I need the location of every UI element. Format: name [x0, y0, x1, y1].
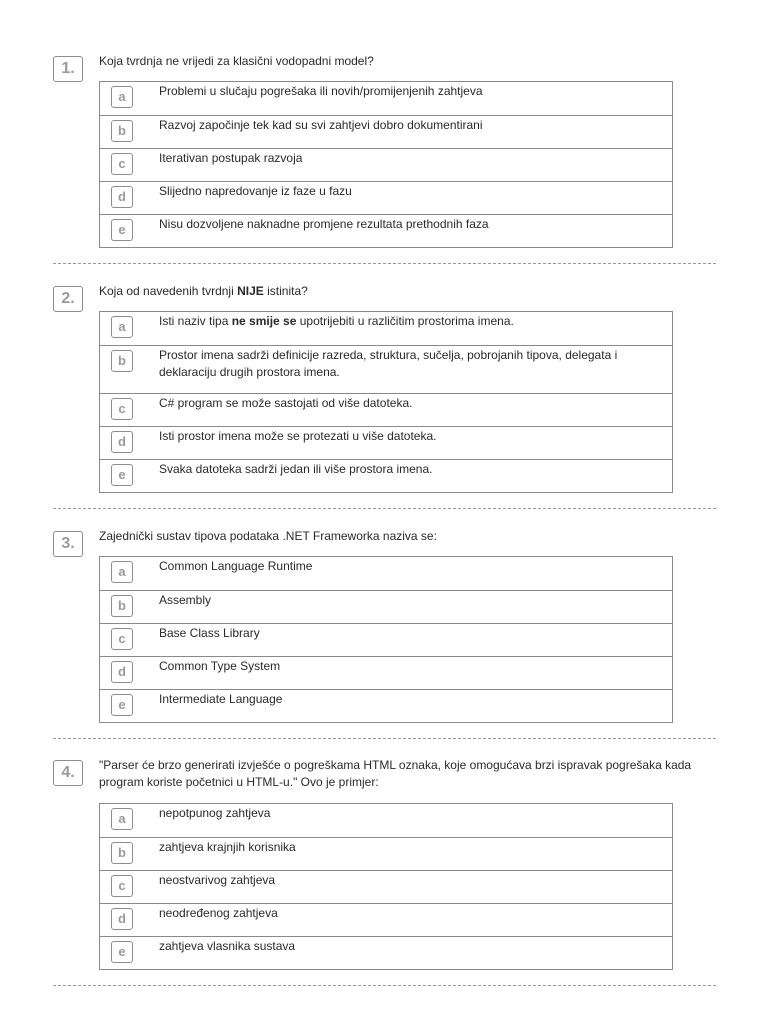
answer-letter: e — [111, 694, 133, 716]
answer-letter: b — [111, 350, 133, 372]
answer-option[interactable] — [100, 623, 672, 656]
answer-letter: b — [111, 120, 133, 142]
question-number: 3. — [53, 531, 83, 557]
answer-option[interactable] — [100, 557, 672, 590]
question-number: 1. — [53, 56, 83, 82]
answer-letter: d — [111, 431, 133, 453]
answer-text-emphasis: ne smije se — [231, 314, 297, 328]
answer-option[interactable] — [100, 870, 672, 903]
divider — [53, 985, 716, 986]
divider — [53, 508, 716, 509]
answer-text: Isti prostor imena može se protezati u više datoteka. — [159, 429, 437, 443]
divider — [53, 738, 716, 739]
answer-list — [99, 556, 673, 723]
answer-text: Razvoj započinje tek kad su svi zahtjevi dobro dokumentirani — [159, 118, 483, 132]
answer-letter: a — [111, 86, 133, 108]
answer-list — [99, 81, 673, 248]
answer-option[interactable] — [100, 459, 672, 492]
answer-option[interactable] — [100, 936, 672, 969]
answer-option[interactable] — [100, 903, 672, 936]
question-text: "Parser će brzo generirati izvješće o pogreškama HTML oznaka, koje omogućava brzi ispravak pogrešaka kada program koriste početnici u HTML-u." Ovo je primjer: — [99, 758, 692, 789]
answer-letter: c — [111, 875, 133, 897]
answer-text: Problemi u slučaju pogrešaka ili novih/promijenjenih zahtjeva — [159, 84, 483, 98]
answer-text: Intermediate Language — [159, 692, 283, 706]
question-text: Zajednički sustav tipova podataka .NET Frameworka naziva se: — [99, 529, 437, 543]
answer-option[interactable] — [100, 345, 672, 393]
answer-option[interactable] — [100, 312, 672, 345]
answer-text — [159, 313, 659, 330]
answer-option[interactable] — [100, 115, 672, 148]
answer-option[interactable] — [100, 590, 672, 623]
answer-letter: a — [111, 561, 133, 583]
answer-text: Nisu dozvoljene naknadne promjene rezultata prethodnih faza — [159, 217, 489, 231]
answer-text: Svaka datoteka sadrži jedan ili više prostora imena. — [159, 462, 433, 476]
answer-letter: e — [111, 464, 133, 486]
answer-letter: b — [111, 842, 133, 864]
answer-text: Assembly — [159, 593, 212, 607]
question-text: Koja tvrdnja ne vrijedi za klasični vodopadni model? — [99, 54, 374, 68]
answer-letter: b — [111, 595, 133, 617]
answer-letter: a — [111, 808, 133, 830]
answer-text: Iterativan postupak razvoja — [159, 151, 303, 165]
answer-letter: d — [111, 908, 133, 930]
answer-option[interactable] — [100, 181, 672, 214]
answer-text: neodređenog zahtjeva — [159, 906, 278, 920]
answer-text: Common Language Runtime — [159, 559, 313, 573]
question-text-emphasis: NIJE — [237, 284, 264, 298]
answer-text: nepotpunog zahtjeva — [159, 806, 271, 820]
answer-text: zahtjeva krajnjih korisnika — [159, 840, 296, 854]
answer-text: neostvarivog zahtjeva — [159, 873, 276, 887]
answer-option[interactable] — [100, 837, 672, 870]
answer-letter: d — [111, 661, 133, 683]
answer-text: C# program se može sastojati od više datoteka. — [159, 396, 413, 410]
answer-letter: c — [111, 628, 133, 650]
answer-text: Common Type System — [159, 659, 281, 673]
answer-letter: d — [111, 186, 133, 208]
answer-text: zahtjeva vlasnika sustava — [159, 939, 296, 953]
answer-list — [99, 311, 673, 493]
answer-letter: c — [111, 153, 133, 175]
question-number: 2. — [53, 286, 83, 312]
answer-option[interactable] — [100, 689, 672, 722]
answer-letter: c — [111, 398, 133, 420]
answer-option[interactable] — [100, 82, 672, 115]
answer-list — [99, 803, 673, 970]
answer-option[interactable] — [100, 148, 672, 181]
question-text — [99, 283, 719, 300]
answer-text: Base Class Library — [159, 626, 260, 640]
answer-option[interactable] — [100, 804, 672, 837]
answer-letter: e — [111, 219, 133, 241]
question-text-part: Koja od navedenih tvrdnji — [99, 284, 238, 298]
answer-letter: a — [111, 316, 133, 338]
divider — [53, 263, 716, 264]
question-number: 4. — [53, 760, 83, 786]
question-text-part: istinita? — [263, 284, 308, 298]
answer-option[interactable] — [100, 393, 672, 426]
answer-option[interactable] — [100, 214, 672, 247]
answer-option[interactable] — [100, 426, 672, 459]
answer-text: Slijedno napredovanje iz faze u fazu — [159, 184, 352, 198]
answer-text-part: Isti naziv tipa — [159, 314, 232, 328]
answer-text: Prostor imena sadrži definicije razreda, struktura, sučelja, pobrojanih tipova, delegata i deklaraciju drugih prostora imena. — [159, 348, 618, 379]
answer-option[interactable] — [100, 656, 672, 689]
answer-letter: e — [111, 941, 133, 963]
answer-text-part: upotrijebiti u različitim prostorima imena. — [296, 314, 514, 328]
